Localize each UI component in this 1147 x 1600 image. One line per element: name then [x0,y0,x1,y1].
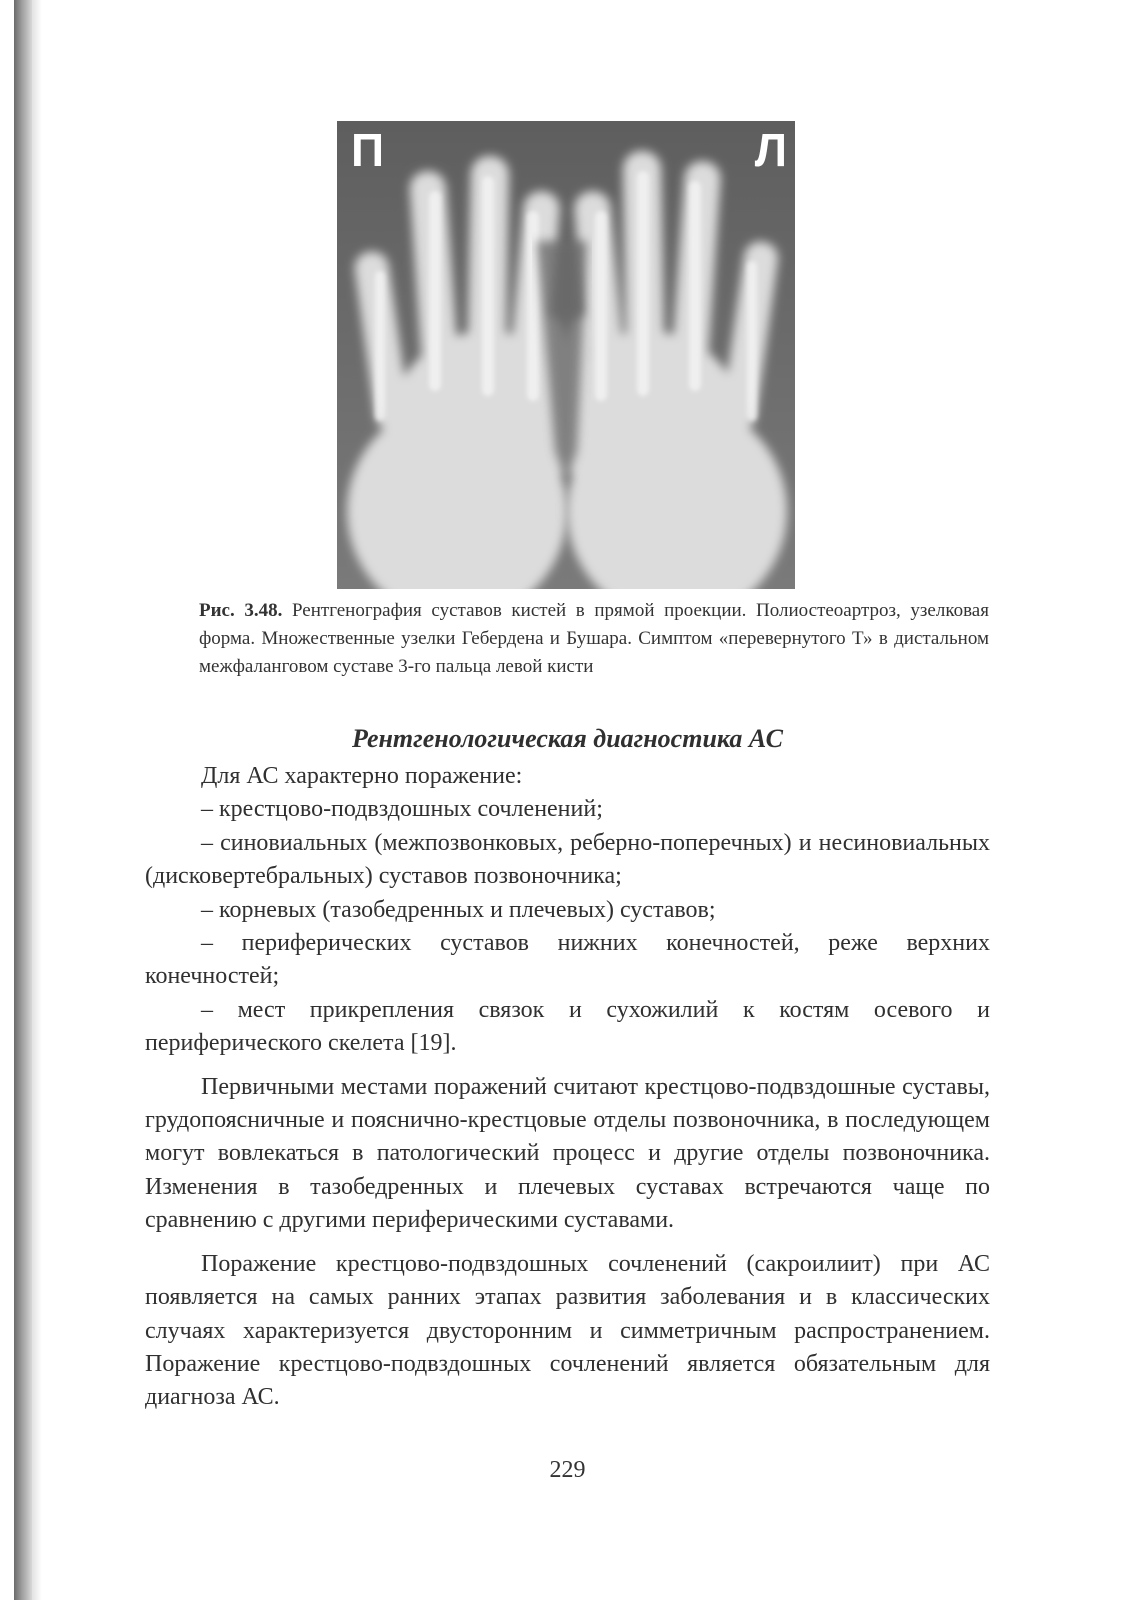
list-item: – мест прикрепления связок и сухожилий к костям осевого и периферического скелета [19]. [145,996,990,1057]
figure-caption [199,597,989,681]
left-hand-marker: Л [754,124,787,176]
figure-number: Рис. 3.48. [199,600,283,621]
paragraph: Поражение крестцово-подвздошных сочленений (сакроилиит) при АС появляется на самых ранних этапах развития заболевания и в классических случаях характеризуется двусторонним и симметричным распространением. Поражение крестцово-подвздошных сочленений является обязательным для диагноза АС. [145,1250,990,1411]
list-intro: Для АС характерно поражение: [201,763,523,789]
page-number: 229 [549,1457,586,1483]
page-binding-shadow [32,0,42,1600]
xray-figure [337,121,795,589]
right-hand-marker: П [351,124,385,176]
list-item: – периферических суставов нижних конечностей, реже верхних конечностей; [145,930,990,990]
list-item: – синовиальных (межпозвонковых, реберно-поперечных) и несиновиальных (дисковертебральных) суставов позвоночника; [145,829,990,890]
figure-caption-text: Рентгенография суставов кистей в прямой проекции. Полиостеоартроз, узелковая форма. Множественные узелки Гебердена и Бушара. Симптом «перевернутого Т» в дистальном межфаланговом суставе 3-го пальца левой кисти [199,600,989,677]
hands-xray-image [337,121,795,589]
page-binding-edge [14,0,32,1600]
list-item: – корневых (тазобедренных и плечевых) суставов; [201,896,716,923]
paragraph: Первичными местами поражений считают крестцово-подвздошные суставы, грудопоясничные и пояснично-крестцовые отделы позвоночника, в последующем могут вовлекаться в патологический процесс и другие отделы позвоночника. Изменения в тазобедренных и плечевых суставах встречаются чаще по сравнению с другими периферическими суставами. [145,1073,990,1234]
list-item: – крестцово-подвздошных сочленений; [201,796,603,823]
section-heading: Рентгенологическая диагностика АС [352,724,783,753]
body-text [145,760,990,1415]
